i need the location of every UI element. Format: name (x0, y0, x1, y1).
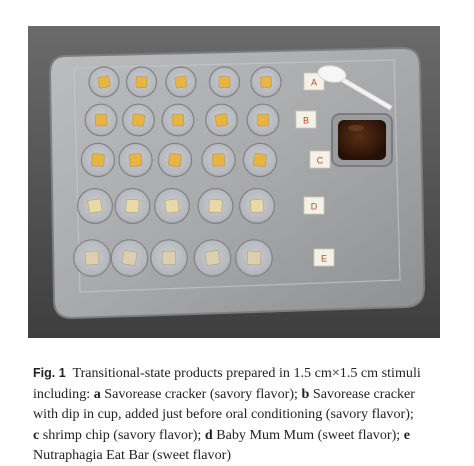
stimulus-sample (165, 199, 179, 213)
stimulus-sample (260, 76, 272, 88)
stimulus-sample (250, 199, 264, 213)
row-tag-label: E (320, 253, 328, 264)
stimulus-sample (175, 76, 187, 88)
stimulus-sample (219, 76, 231, 88)
stimulus-sample (215, 113, 228, 126)
figure-caption: Fig. 1 Transitional-state products prepared in 1.5 cm×1.5 cm stimuli including: a Savorease cracker (savory flavor); b Savorease cracker with dip in cup, added just before oral conditioning (savory flavor); c shrimp chip (savory flavor); d Baby Mum Mum (sweet flavor); e Nutraphagia Eat Bar (sweet flavor) (33, 365, 421, 464)
stimulus-sample (172, 114, 184, 126)
stimulus-sample (91, 153, 104, 166)
stimulus-sample (126, 199, 139, 212)
stimulus-sample (205, 250, 220, 265)
figure-label: Fig. 1 (33, 366, 66, 380)
stimulus-sample (257, 114, 269, 126)
stimulus-sample (85, 251, 99, 265)
stimulus-sample (98, 76, 111, 89)
stimulus-sample (95, 114, 107, 126)
stimulus-sample (209, 199, 223, 213)
stimulus-sample (162, 251, 175, 264)
stimulus-sample (129, 153, 142, 166)
stimulus-sample (253, 153, 267, 167)
stimulus-sample (212, 154, 225, 167)
row-tag-label: B (302, 115, 310, 126)
row-tag-label: D (310, 201, 318, 212)
stimulus-sample (122, 250, 137, 265)
stimulus-sample (168, 153, 181, 166)
stimulus-sample (132, 113, 145, 126)
dip-cup (332, 114, 392, 166)
stimulus-sample (88, 199, 103, 214)
stimulus-sample (247, 251, 261, 265)
row-tag-label: A (310, 77, 318, 88)
row-tag-label: C (316, 155, 324, 166)
stimulus-sample (136, 76, 147, 87)
tray-photo (28, 26, 440, 338)
